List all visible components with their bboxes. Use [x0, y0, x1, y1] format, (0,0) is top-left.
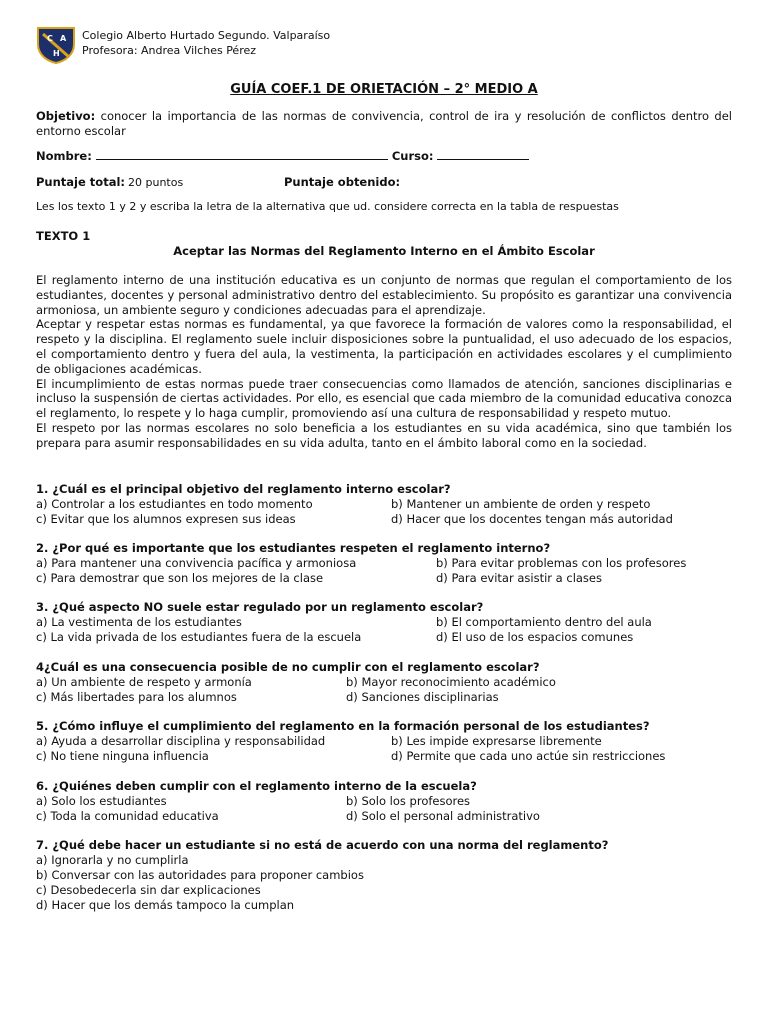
option-b[interactable]: b) El comportamiento dentro del aula — [436, 615, 652, 629]
question-text: 1. ¿Cuál es el principal objetivo del reglamento interno escolar? — [36, 482, 451, 496]
option-a[interactable]: a) La vestimenta de los estudiantes — [36, 615, 242, 629]
text1-paragraph: El respeto por las normas escolares no solo beneficia a los estudiantes en su vida académica, sino que también los prepara para asumir responsabilidades en su vida adulta, tanto en el ámbito laboral como en la sociedad. — [36, 420, 732, 450]
option-b[interactable]: b) Mayor reconocimiento académico — [346, 675, 556, 689]
score-line — [36, 175, 732, 191]
total-score-label: Puntaje total: — [36, 175, 126, 189]
text1-label: TEXTO 1 — [36, 229, 91, 243]
question-text: 6. ¿Quiénes deben cumplir con el reglamento interno de la escuela? — [36, 779, 477, 793]
option-c[interactable]: c) Evitar que los alumnos expresen sus ideas — [36, 512, 296, 526]
name-label: Nombre: — [36, 149, 92, 163]
option-a[interactable]: a) Ignorarla y no cumplirla — [36, 853, 189, 867]
school-crest-logo — [36, 26, 76, 64]
svg-text:C: C — [47, 34, 53, 43]
option-b[interactable]: b) Mantener un ambiente de orden y respeto — [391, 497, 651, 511]
options-grid — [36, 675, 732, 705]
question-text: 3. ¿Qué aspecto NO suele estar regulado por un reglamento escolar? — [36, 600, 484, 614]
options-grid — [36, 497, 732, 527]
option-a[interactable]: a) Controlar a los estudiantes en todo momento — [36, 497, 313, 511]
objective-label: Objetivo: — [36, 109, 96, 123]
document-header — [36, 26, 736, 66]
option-d[interactable]: d) Hacer que los docentes tengan más autoridad — [391, 512, 673, 526]
option-b[interactable]: b) Les impide expresarse libremente — [391, 734, 602, 748]
option-c[interactable]: c) No tiene ninguna influencia — [36, 749, 209, 763]
option-d[interactable]: d) Para evitar asistir a clases — [436, 571, 602, 585]
question-1 — [36, 482, 732, 527]
question-3 — [36, 600, 732, 645]
option-d[interactable]: d) Hacer que los demás tampoco la cumplan — [36, 898, 295, 912]
svg-text:H: H — [53, 49, 60, 58]
option-d[interactable]: d) Permite que cada uno actúe sin restricciones — [391, 749, 666, 763]
options-grid — [36, 734, 732, 764]
text1-paragraph: El incumplimiento de estas normas puede traer consecuencias como llamados de atención, sanciones disciplinarias e incluso la suspensión de ciertas actividades. Por ello, es esencial que cada miembro de la comunidad educativa conozca el reglamento, lo respete y lo haga cumplir, promoviendo así una cultura de responsabilidad y respeto mutuo. — [36, 376, 732, 421]
option-c[interactable]: c) Desobedecerla sin dar explicaciones — [36, 883, 261, 897]
option-a[interactable]: a) Un ambiente de respeto y armonía — [36, 675, 252, 689]
header-text — [82, 28, 330, 58]
option-b[interactable]: b) Conversar con las autoridades para proponer cambios — [36, 868, 364, 882]
text1-paragraph: Aceptar y respetar estas normas es fundamental, ya que favorece la formación de valores como la responsabilidad, el respeto y la disciplina. El reglamento suele incluir disposiciones sobre la puntualidad, el uso adecuado de los espacios, el comportamiento dentro y fuera del aula, la vestimenta, la participación en actividades escolares y el cumplimiento de obligaciones académicas. — [36, 317, 732, 376]
option-d[interactable]: d) El uso de los espacios comunes — [436, 630, 634, 644]
question-6 — [36, 779, 732, 824]
obtained-score-label: Puntaje obtenido: — [284, 175, 401, 189]
options-grid — [36, 794, 732, 824]
option-a[interactable]: a) Ayuda a desarrollar disciplina y responsabilidad — [36, 734, 326, 748]
name-course-line — [36, 149, 732, 163]
options-grid — [36, 615, 732, 645]
option-c[interactable]: c) Toda la comunidad educativa — [36, 809, 219, 823]
option-c[interactable]: c) La vida privada de los estudiantes fuera de la escuela — [36, 630, 362, 644]
option-b[interactable]: b) Solo los profesores — [346, 794, 471, 808]
question-text: 5. ¿Cómo influye el cumplimiento del reglamento en la formación personal de los estudiantes? — [36, 719, 650, 733]
total-score-value: 20 puntos — [128, 176, 184, 189]
course-label: Curso: — [391, 149, 434, 163]
question-7 — [36, 838, 732, 913]
teacher-name: Profesora: Andrea Vilches Pérez — [82, 44, 257, 57]
option-a[interactable]: a) Solo los estudiantes — [36, 794, 167, 808]
svg-text:A: A — [60, 34, 67, 43]
option-d[interactable]: d) Sanciones disciplinarias — [346, 690, 499, 704]
page-title: GUÍA COEF.1 DE ORIETACIÓN – 2° MEDIO A — [230, 82, 538, 97]
option-a[interactable]: a) Para mantener una convivencia pacífica y armoniosa — [36, 556, 357, 570]
question-text: 2. ¿Por qué es importante que los estudiantes respeten el reglamento interno? — [36, 541, 551, 555]
objective-text: conocer la importancia de las normas de convivencia, control de ira y resolución de conflictos dentro del entorno escolar — [36, 109, 733, 138]
instructions: Les los texto 1 y 2 y escriba la letra de la alternativa que ud. considere correcta en la tabla de respuestas — [36, 200, 619, 213]
name-blank[interactable] — [96, 149, 388, 160]
text1-body — [36, 273, 732, 451]
course-blank[interactable] — [437, 149, 529, 160]
option-c[interactable]: c) Más libertades para los alumnos — [36, 690, 237, 704]
question-text: 7. ¿Qué debe hacer un estudiante si no está de acuerdo con una norma del reglamento? — [36, 838, 609, 852]
question-text: 4¿Cuál es una consecuencia posible de no cumplir con el reglamento escolar? — [36, 660, 540, 674]
school-name: Colegio Alberto Hurtado Segundo. Valparaíso — [82, 29, 331, 42]
option-c[interactable]: c) Para demostrar que son los mejores de la clase — [36, 571, 324, 585]
question-4 — [36, 660, 732, 705]
text1-heading: Aceptar las Normas del Reglamento Interno en el Ámbito Escolar — [173, 244, 595, 258]
question-5 — [36, 719, 732, 764]
option-b[interactable]: b) Para evitar problemas con los profesores — [436, 556, 687, 570]
options-grid — [36, 556, 732, 586]
objective — [36, 109, 732, 139]
text1-paragraph: El reglamento interno de una institución educativa es un conjunto de normas que regulan el comportamiento de los estudiantes, docentes y personal administrativo dentro del establecimiento. Su propósito es garantizar una convivencia armoniosa, un ambiente seguro y condiciones adecuadas para el aprendizaje. — [36, 273, 732, 317]
question-2 — [36, 541, 732, 586]
option-d[interactable]: d) Solo el personal administrativo — [346, 809, 540, 823]
